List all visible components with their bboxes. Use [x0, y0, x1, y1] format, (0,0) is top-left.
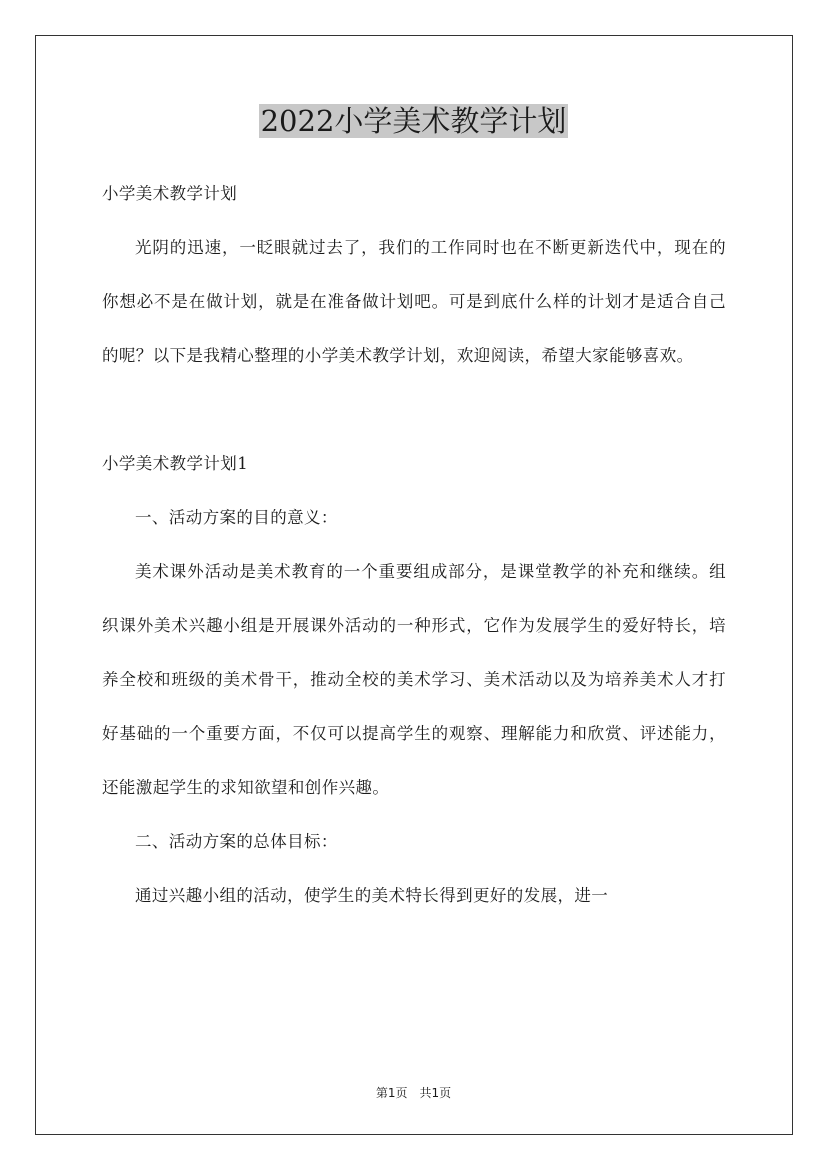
- heading-purpose: 一、活动方案的目的意义：: [135, 508, 338, 527]
- document-title-text: 2022小学美术教学计划: [260, 104, 567, 138]
- subtitle: 小学美术教学计划: [102, 184, 238, 203]
- paragraph-purpose: 美术课外活动是美术教育的一个重要组成部分，是课堂教学的补充和继续。组织课外美术兴趣小组是开展课外活动的一种形式，它作为发展学生的爱好特长，培养全校和班级的美术骨干，推动全校的美术学习、美术活动以及为培养美术人才打好基础的一个重要方面，不仅可以提高学生的观察、理解能力和欣赏、评述能力，还能激起学生的求知欲望和创作兴趣。: [102, 562, 726, 797]
- heading-goals: 二、活动方案的总体目标：: [135, 832, 338, 851]
- document-body: [102, 167, 726, 923]
- paragraph-goals: 通过兴趣小组的活动，使学生的美术特长得到更好的发展，进一: [135, 886, 609, 905]
- document-title: [0, 102, 827, 140]
- section-title: 小学美术教学计划1: [102, 454, 249, 473]
- intro-paragraph: 光阴的迅速，一眨眼就过去了，我们的工作同时也在不断更新迭代中，现在的你想必不是在做计划，就是在准备做计划吧。可是到底什么样的计划才是适合自己的呢？以下是我精心整理的小学美术教学计划，欢迎阅读，希望大家能够喜欢。: [102, 238, 726, 365]
- page-number: 第1页 共1页: [375, 1086, 452, 1100]
- page-footer: [0, 1085, 827, 1101]
- paragraph-gap: [102, 383, 726, 437]
